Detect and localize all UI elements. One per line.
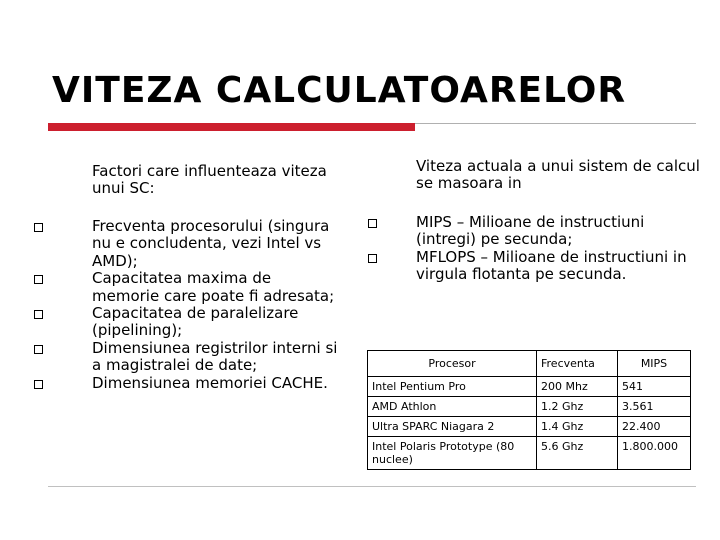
table-cell-mips: 3.561	[618, 397, 691, 417]
list-item	[92, 218, 342, 270]
right-column-intro: Viteza actuala a unui sistem de calcul se masoara in	[416, 157, 700, 192]
column-header-processor: Procesor	[368, 351, 537, 377]
processor-speed-table	[367, 350, 691, 470]
table-row	[368, 437, 691, 470]
list-item-text: Capacitatea de paralelizare (pipelining);	[92, 304, 299, 340]
table-cell-mips: 1.800.000	[618, 437, 691, 470]
speed-units-list	[416, 214, 706, 284]
list-item-text: Dimensiunea registrilor interni si a magistralei de date;	[92, 338, 338, 375]
list-item	[92, 305, 342, 340]
slide-title: VITEZA CALCULATOARELOR	[52, 70, 627, 111]
hollow-square-bullet-icon	[368, 254, 377, 263]
list-item	[416, 214, 706, 249]
table-cell-mips: 22.400	[618, 417, 691, 437]
list-item-text: MFLOPS – Milioane de instructiuni in virgula flotanta pe secunda.	[416, 247, 687, 284]
table-cell-processor: Ultra SPARC Niagara 2	[368, 417, 537, 437]
column-header-mips: MIPS	[618, 351, 691, 377]
list-item-text: Dimensiunea memoriei CACHE.	[92, 373, 328, 392]
hollow-square-bullet-icon	[34, 310, 43, 319]
table-cell-frequency: 1.2 Ghz	[537, 397, 618, 417]
table-cell-processor: AMD Athlon	[368, 397, 537, 417]
hollow-square-bullet-icon	[34, 380, 43, 389]
column-header-frequency: Frecventa	[537, 351, 618, 377]
table-cell-processor: Intel Pentium Pro	[368, 377, 537, 397]
hollow-square-bullet-icon	[34, 223, 43, 232]
table-cell-mips: 541	[618, 377, 691, 397]
list-item-text: MIPS – Milioane de instructiuni (intregi) pe secunda;	[416, 213, 645, 249]
title-underline-accent	[48, 123, 415, 131]
list-item	[92, 270, 342, 305]
table-cell-frequency: 1.4 Ghz	[537, 417, 618, 437]
list-item	[92, 340, 342, 375]
table-row	[368, 377, 691, 397]
table-header-row	[368, 351, 691, 377]
table-row	[368, 397, 691, 417]
hollow-square-bullet-icon	[368, 219, 377, 228]
footer-divider	[48, 486, 696, 487]
table-row	[368, 417, 691, 437]
list-item	[92, 375, 342, 392]
list-item-text: Frecventa procesorului (singura nu e concludenta, vezi Intel vs AMD);	[92, 217, 330, 270]
table-cell-frequency: 5.6 Ghz	[537, 437, 618, 470]
table-cell-frequency: 200 Mhz	[537, 377, 618, 397]
hollow-square-bullet-icon	[34, 345, 43, 354]
list-item	[416, 249, 706, 284]
hollow-square-bullet-icon	[34, 275, 43, 284]
left-column-intro: Factori care influenteaza viteza unui SC:	[92, 162, 327, 197]
list-item-text: Capacitatea maxima de memorie care poate fi adresata;	[92, 269, 335, 305]
table-cell-processor: Intel Polaris Prototype (80 nuclee)	[368, 437, 537, 470]
speed-factors-list	[92, 218, 342, 392]
